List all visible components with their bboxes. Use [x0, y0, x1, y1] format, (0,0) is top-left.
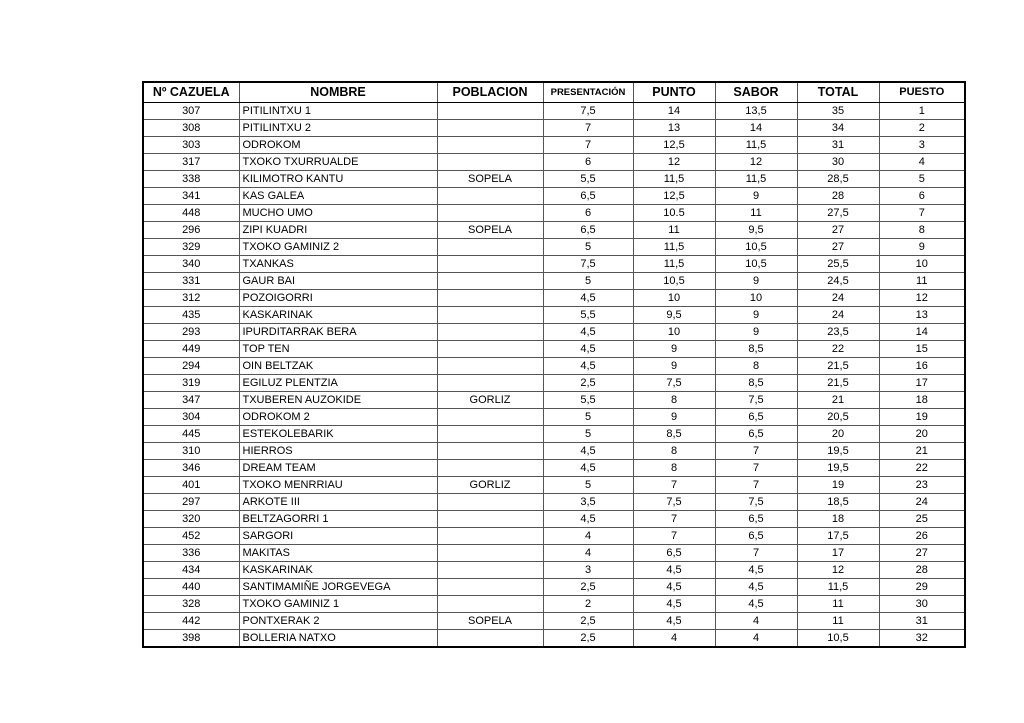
- header-total: TOTAL: [797, 82, 879, 103]
- cell-sabor: 9: [715, 324, 797, 341]
- table-row: [143, 273, 965, 290]
- cell-total: 24: [797, 307, 879, 324]
- cell-cazuela: 340: [143, 256, 239, 273]
- header-presentacion: PRESENTACIÓN: [543, 82, 633, 103]
- cell-punto: 11,5: [633, 171, 715, 188]
- cell-cazuela: 442: [143, 613, 239, 630]
- cell-total: 21,5: [797, 375, 879, 392]
- cell-punto: 11,5: [633, 239, 715, 256]
- cell-nombre: PITILINTXU 2: [239, 120, 437, 137]
- cell-total: 20: [797, 426, 879, 443]
- cell-poblacion: [437, 256, 543, 273]
- cell-poblacion: [437, 239, 543, 256]
- cell-sabor: 10: [715, 290, 797, 307]
- cell-total: 27: [797, 239, 879, 256]
- cell-puesto: 28: [879, 562, 965, 579]
- cell-nombre: TXOKO TXURRUALDE: [239, 154, 437, 171]
- cell-puesto: 1: [879, 103, 965, 120]
- cell-presentacion: 7,5: [543, 103, 633, 120]
- cell-sabor: 4,5: [715, 562, 797, 579]
- cell-total: 30: [797, 154, 879, 171]
- cell-sabor: 9: [715, 273, 797, 290]
- cell-punto: 7: [633, 511, 715, 528]
- cell-presentacion: 4,5: [543, 290, 633, 307]
- cell-punto: 4,5: [633, 613, 715, 630]
- cell-poblacion: GORLIZ: [437, 477, 543, 494]
- cell-puesto: 9: [879, 239, 965, 256]
- cell-presentacion: 4,5: [543, 443, 633, 460]
- table-row: [143, 137, 965, 154]
- cell-punto: 9: [633, 358, 715, 375]
- cell-nombre: MAKITAS: [239, 545, 437, 562]
- cell-sabor: 8,5: [715, 341, 797, 358]
- cell-nombre: TOP TEN: [239, 341, 437, 358]
- cell-sabor: 4,5: [715, 596, 797, 613]
- cell-total: 12: [797, 562, 879, 579]
- cell-puesto: 32: [879, 630, 965, 648]
- cell-puesto: 7: [879, 205, 965, 222]
- cell-presentacion: 3: [543, 562, 633, 579]
- cell-poblacion: SOPELA: [437, 171, 543, 188]
- cell-nombre: MUCHO UMO: [239, 205, 437, 222]
- cell-punto: 8: [633, 460, 715, 477]
- cell-nombre: TXANKAS: [239, 256, 437, 273]
- table-row: [143, 256, 965, 273]
- cell-cazuela: 452: [143, 528, 239, 545]
- cell-poblacion: SOPELA: [437, 613, 543, 630]
- table-row: [143, 205, 965, 222]
- table-row: [143, 324, 965, 341]
- header-sabor: SABOR: [715, 82, 797, 103]
- cell-poblacion: [437, 596, 543, 613]
- cell-poblacion: [437, 188, 543, 205]
- cell-punto: 12,5: [633, 188, 715, 205]
- cell-presentacion: 6: [543, 205, 633, 222]
- cell-punto: 7: [633, 528, 715, 545]
- cell-nombre: OIN BELTZAK: [239, 358, 437, 375]
- cell-poblacion: [437, 426, 543, 443]
- cell-sabor: 11: [715, 205, 797, 222]
- cell-sabor: 4: [715, 630, 797, 648]
- cell-punto: 10,5: [633, 273, 715, 290]
- cell-total: 18,5: [797, 494, 879, 511]
- cell-punto: 4,5: [633, 562, 715, 579]
- cell-puesto: 27: [879, 545, 965, 562]
- cell-nombre: TXOKO GAMINIZ 2: [239, 239, 437, 256]
- cell-presentacion: 4,5: [543, 358, 633, 375]
- cell-cazuela: 449: [143, 341, 239, 358]
- table-row: [143, 341, 965, 358]
- cell-cazuela: 320: [143, 511, 239, 528]
- cell-poblacion: [437, 273, 543, 290]
- cell-presentacion: 5,5: [543, 307, 633, 324]
- cell-poblacion: [437, 120, 543, 137]
- cell-puesto: 3: [879, 137, 965, 154]
- table-row: [143, 154, 965, 171]
- cell-presentacion: 7: [543, 120, 633, 137]
- cell-presentacion: 7,5: [543, 256, 633, 273]
- cell-nombre: GAUR BAI: [239, 273, 437, 290]
- cell-puesto: 8: [879, 222, 965, 239]
- cell-total: 19,5: [797, 460, 879, 477]
- cell-poblacion: [437, 205, 543, 222]
- cell-cazuela: 336: [143, 545, 239, 562]
- cell-poblacion: [437, 630, 543, 648]
- cell-puesto: 19: [879, 409, 965, 426]
- cell-sabor: 14: [715, 120, 797, 137]
- cell-presentacion: 2,5: [543, 375, 633, 392]
- cell-sabor: 10,5: [715, 256, 797, 273]
- cell-nombre: KASKARINAK: [239, 562, 437, 579]
- cell-presentacion: 6: [543, 154, 633, 171]
- cell-nombre: KAS GALEA: [239, 188, 437, 205]
- table-row: [143, 460, 965, 477]
- cell-puesto: 18: [879, 392, 965, 409]
- cell-total: 28,5: [797, 171, 879, 188]
- cell-poblacion: [437, 443, 543, 460]
- cell-cazuela: 317: [143, 154, 239, 171]
- cell-cazuela: 448: [143, 205, 239, 222]
- cell-nombre: SARGORI: [239, 528, 437, 545]
- cell-poblacion: [437, 562, 543, 579]
- cell-total: 10,5: [797, 630, 879, 648]
- cell-poblacion: [437, 375, 543, 392]
- cell-puesto: 16: [879, 358, 965, 375]
- cell-poblacion: [437, 137, 543, 154]
- cell-presentacion: 5: [543, 273, 633, 290]
- cell-total: 27,5: [797, 205, 879, 222]
- cell-cazuela: 307: [143, 103, 239, 120]
- cell-poblacion: [437, 545, 543, 562]
- cell-poblacion: [437, 103, 543, 120]
- table-row: [143, 596, 965, 613]
- cell-total: 35: [797, 103, 879, 120]
- cell-cazuela: 398: [143, 630, 239, 648]
- cell-poblacion: [437, 460, 543, 477]
- cell-punto: 7,5: [633, 494, 715, 511]
- cell-nombre: EGILUZ PLENTZIA: [239, 375, 437, 392]
- table-row: [143, 579, 965, 596]
- cell-nombre: PITILINTXU 1: [239, 103, 437, 120]
- cell-nombre: KASKARINAK: [239, 307, 437, 324]
- cell-punto: 10: [633, 290, 715, 307]
- table-row: [143, 375, 965, 392]
- cell-punto: 11: [633, 222, 715, 239]
- table-row: [143, 630, 965, 648]
- table-row: [143, 494, 965, 511]
- cell-poblacion: [437, 290, 543, 307]
- cell-punto: 6,5: [633, 545, 715, 562]
- cell-sabor: 8,5: [715, 375, 797, 392]
- cell-puesto: 30: [879, 596, 965, 613]
- cell-sabor: 9: [715, 307, 797, 324]
- cell-total: 23,5: [797, 324, 879, 341]
- cell-presentacion: 2,5: [543, 613, 633, 630]
- cell-puesto: 25: [879, 511, 965, 528]
- cell-presentacion: 2,5: [543, 630, 633, 648]
- cell-sabor: 4,5: [715, 579, 797, 596]
- cell-total: 24,5: [797, 273, 879, 290]
- cell-cazuela: 331: [143, 273, 239, 290]
- cell-sabor: 9: [715, 188, 797, 205]
- cell-presentacion: 4,5: [543, 324, 633, 341]
- header-cazuela: Nº CAZUELA: [143, 82, 239, 103]
- cell-punto: 12: [633, 154, 715, 171]
- cell-nombre: BELTZAGORRI 1: [239, 511, 437, 528]
- cell-sabor: 12: [715, 154, 797, 171]
- cell-nombre: ARKOTE III: [239, 494, 437, 511]
- cell-puesto: 22: [879, 460, 965, 477]
- cell-nombre: ZIPI KUADRI: [239, 222, 437, 239]
- cell-cazuela: 440: [143, 579, 239, 596]
- cell-nombre: POZOIGORRI: [239, 290, 437, 307]
- cell-puesto: 11: [879, 273, 965, 290]
- header-poblacion: POBLACION: [437, 82, 543, 103]
- cell-total: 22: [797, 341, 879, 358]
- cell-presentacion: 5: [543, 239, 633, 256]
- cell-puesto: 20: [879, 426, 965, 443]
- cell-sabor: 6,5: [715, 426, 797, 443]
- cell-sabor: 7: [715, 460, 797, 477]
- cell-total: 19,5: [797, 443, 879, 460]
- cell-cazuela: 341: [143, 188, 239, 205]
- cell-puesto: 21: [879, 443, 965, 460]
- cell-sabor: 7: [715, 545, 797, 562]
- cell-poblacion: [437, 511, 543, 528]
- cell-total: 19: [797, 477, 879, 494]
- cell-punto: 11,5: [633, 256, 715, 273]
- table-row: [143, 426, 965, 443]
- cell-total: 24: [797, 290, 879, 307]
- cell-puesto: 13: [879, 307, 965, 324]
- cell-total: 11: [797, 613, 879, 630]
- cell-presentacion: 4: [543, 528, 633, 545]
- cell-total: 17,5: [797, 528, 879, 545]
- cell-punto: 4,5: [633, 579, 715, 596]
- cell-nombre: DREAM TEAM: [239, 460, 437, 477]
- cell-puesto: 12: [879, 290, 965, 307]
- cell-sabor: 13,5: [715, 103, 797, 120]
- header-row: [143, 82, 965, 103]
- cell-puesto: 5: [879, 171, 965, 188]
- cell-puesto: 17: [879, 375, 965, 392]
- cell-puesto: 31: [879, 613, 965, 630]
- cell-puesto: 23: [879, 477, 965, 494]
- cell-presentacion: 5: [543, 477, 633, 494]
- cell-total: 27: [797, 222, 879, 239]
- cell-sabor: 11,5: [715, 171, 797, 188]
- cell-nombre: ODROKOM 2: [239, 409, 437, 426]
- cell-cazuela: 319: [143, 375, 239, 392]
- cell-poblacion: [437, 358, 543, 375]
- cell-punto: 9,5: [633, 307, 715, 324]
- cell-cazuela: 296: [143, 222, 239, 239]
- cell-poblacion: SOPELA: [437, 222, 543, 239]
- cell-presentacion: 2: [543, 596, 633, 613]
- table-row: [143, 120, 965, 137]
- cell-cazuela: 297: [143, 494, 239, 511]
- cell-punto: 7: [633, 477, 715, 494]
- cell-total: 18: [797, 511, 879, 528]
- table-row: [143, 171, 965, 188]
- cell-punto: 4,5: [633, 596, 715, 613]
- cell-presentacion: 4,5: [543, 341, 633, 358]
- cell-cazuela: 347: [143, 392, 239, 409]
- table-row: [143, 528, 965, 545]
- cell-cazuela: 338: [143, 171, 239, 188]
- cell-cazuela: 308: [143, 120, 239, 137]
- cell-cazuela: 303: [143, 137, 239, 154]
- cell-puesto: 26: [879, 528, 965, 545]
- cell-punto: 14: [633, 103, 715, 120]
- cell-sabor: 9,5: [715, 222, 797, 239]
- cell-nombre: IPURDITARRAK BERA: [239, 324, 437, 341]
- cell-presentacion: 4,5: [543, 511, 633, 528]
- cell-presentacion: 5: [543, 426, 633, 443]
- cell-total: 11,5: [797, 579, 879, 596]
- cell-presentacion: 6,5: [543, 188, 633, 205]
- cell-sabor: 4: [715, 613, 797, 630]
- table-row: [143, 188, 965, 205]
- cell-presentacion: 4,5: [543, 460, 633, 477]
- cell-nombre: TXOKO GAMINIZ 1: [239, 596, 437, 613]
- cell-presentacion: 6,5: [543, 222, 633, 239]
- table-row: [143, 392, 965, 409]
- cell-puesto: 10: [879, 256, 965, 273]
- table-row: [143, 239, 965, 256]
- cell-cazuela: 312: [143, 290, 239, 307]
- cell-poblacion: [437, 579, 543, 596]
- cell-nombre: TXOKO MENRRIAU: [239, 477, 437, 494]
- cell-cazuela: 310: [143, 443, 239, 460]
- table-row: [143, 477, 965, 494]
- cell-cazuela: 435: [143, 307, 239, 324]
- cell-punto: 10: [633, 324, 715, 341]
- cell-total: 28: [797, 188, 879, 205]
- table-row: [143, 222, 965, 239]
- cell-sabor: 11,5: [715, 137, 797, 154]
- cell-presentacion: 5,5: [543, 171, 633, 188]
- cell-sabor: 6,5: [715, 511, 797, 528]
- table-row: [143, 358, 965, 375]
- cell-sabor: 6,5: [715, 409, 797, 426]
- table-row: [143, 103, 965, 120]
- cell-cazuela: 304: [143, 409, 239, 426]
- cell-sabor: 6,5: [715, 528, 797, 545]
- table-row: [143, 307, 965, 324]
- cell-nombre: ESTEKOLEBARIK: [239, 426, 437, 443]
- cell-nombre: BOLLERIA NATXO: [239, 630, 437, 648]
- cell-punto: 4: [633, 630, 715, 648]
- cell-sabor: 7,5: [715, 392, 797, 409]
- cell-puesto: 4: [879, 154, 965, 171]
- cell-presentacion: 4: [543, 545, 633, 562]
- cell-poblacion: [437, 154, 543, 171]
- cell-presentacion: 3,5: [543, 494, 633, 511]
- table-row: [143, 443, 965, 460]
- cell-total: 31: [797, 137, 879, 154]
- header-punto: PUNTO: [633, 82, 715, 103]
- cell-punto: 12,5: [633, 137, 715, 154]
- cell-total: 21,5: [797, 358, 879, 375]
- cell-punto: 10.5: [633, 205, 715, 222]
- cell-sabor: 10,5: [715, 239, 797, 256]
- cell-sabor: 8: [715, 358, 797, 375]
- table-row: [143, 613, 965, 630]
- cell-nombre: TXUBEREN AUZOKIDE: [239, 392, 437, 409]
- cell-cazuela: 328: [143, 596, 239, 613]
- cell-nombre: SANTIMAMIÑE JORGEVEGA: [239, 579, 437, 596]
- table-row: [143, 545, 965, 562]
- cell-poblacion: [437, 341, 543, 358]
- cell-puesto: 14: [879, 324, 965, 341]
- cell-punto: 9: [633, 409, 715, 426]
- cell-cazuela: 445: [143, 426, 239, 443]
- table-row: [143, 409, 965, 426]
- cell-total: 17: [797, 545, 879, 562]
- cell-cazuela: 401: [143, 477, 239, 494]
- table-row: [143, 511, 965, 528]
- cell-sabor: 7: [715, 443, 797, 460]
- cell-presentacion: 5,5: [543, 392, 633, 409]
- header-nombre: NOMBRE: [239, 82, 437, 103]
- cell-sabor: 7: [715, 477, 797, 494]
- cell-punto: 9: [633, 341, 715, 358]
- cell-nombre: ODROKOM: [239, 137, 437, 154]
- cell-poblacion: [437, 409, 543, 426]
- cell-cazuela: 346: [143, 460, 239, 477]
- cell-puesto: 2: [879, 120, 965, 137]
- cell-poblacion: [437, 307, 543, 324]
- cell-poblacion: [437, 324, 543, 341]
- cell-cazuela: 434: [143, 562, 239, 579]
- header-puesto: PUESTO: [879, 82, 965, 103]
- cell-poblacion: [437, 528, 543, 545]
- cell-sabor: 7,5: [715, 494, 797, 511]
- cell-punto: 13: [633, 120, 715, 137]
- cell-punto: 8: [633, 392, 715, 409]
- cell-poblacion: GORLIZ: [437, 392, 543, 409]
- cell-puesto: 29: [879, 579, 965, 596]
- cell-nombre: KILIMOTRO KANTU: [239, 171, 437, 188]
- table-row: [143, 290, 965, 307]
- cell-punto: 8: [633, 443, 715, 460]
- cell-presentacion: 2,5: [543, 579, 633, 596]
- cell-total: 11: [797, 596, 879, 613]
- cell-punto: 8,5: [633, 426, 715, 443]
- cell-presentacion: 5: [543, 409, 633, 426]
- cell-poblacion: [437, 494, 543, 511]
- cell-puesto: 24: [879, 494, 965, 511]
- table-row: [143, 562, 965, 579]
- cell-total: 34: [797, 120, 879, 137]
- cell-presentacion: 7: [543, 137, 633, 154]
- cell-cazuela: 293: [143, 324, 239, 341]
- cell-nombre: HIERROS: [239, 443, 437, 460]
- cell-punto: 7,5: [633, 375, 715, 392]
- cell-cazuela: 329: [143, 239, 239, 256]
- cell-total: 21: [797, 392, 879, 409]
- cell-total: 20,5: [797, 409, 879, 426]
- cell-puesto: 15: [879, 341, 965, 358]
- cell-puesto: 6: [879, 188, 965, 205]
- results-table: [142, 81, 966, 648]
- cell-total: 25,5: [797, 256, 879, 273]
- cell-nombre: PONTXERAK 2: [239, 613, 437, 630]
- cell-cazuela: 294: [143, 358, 239, 375]
